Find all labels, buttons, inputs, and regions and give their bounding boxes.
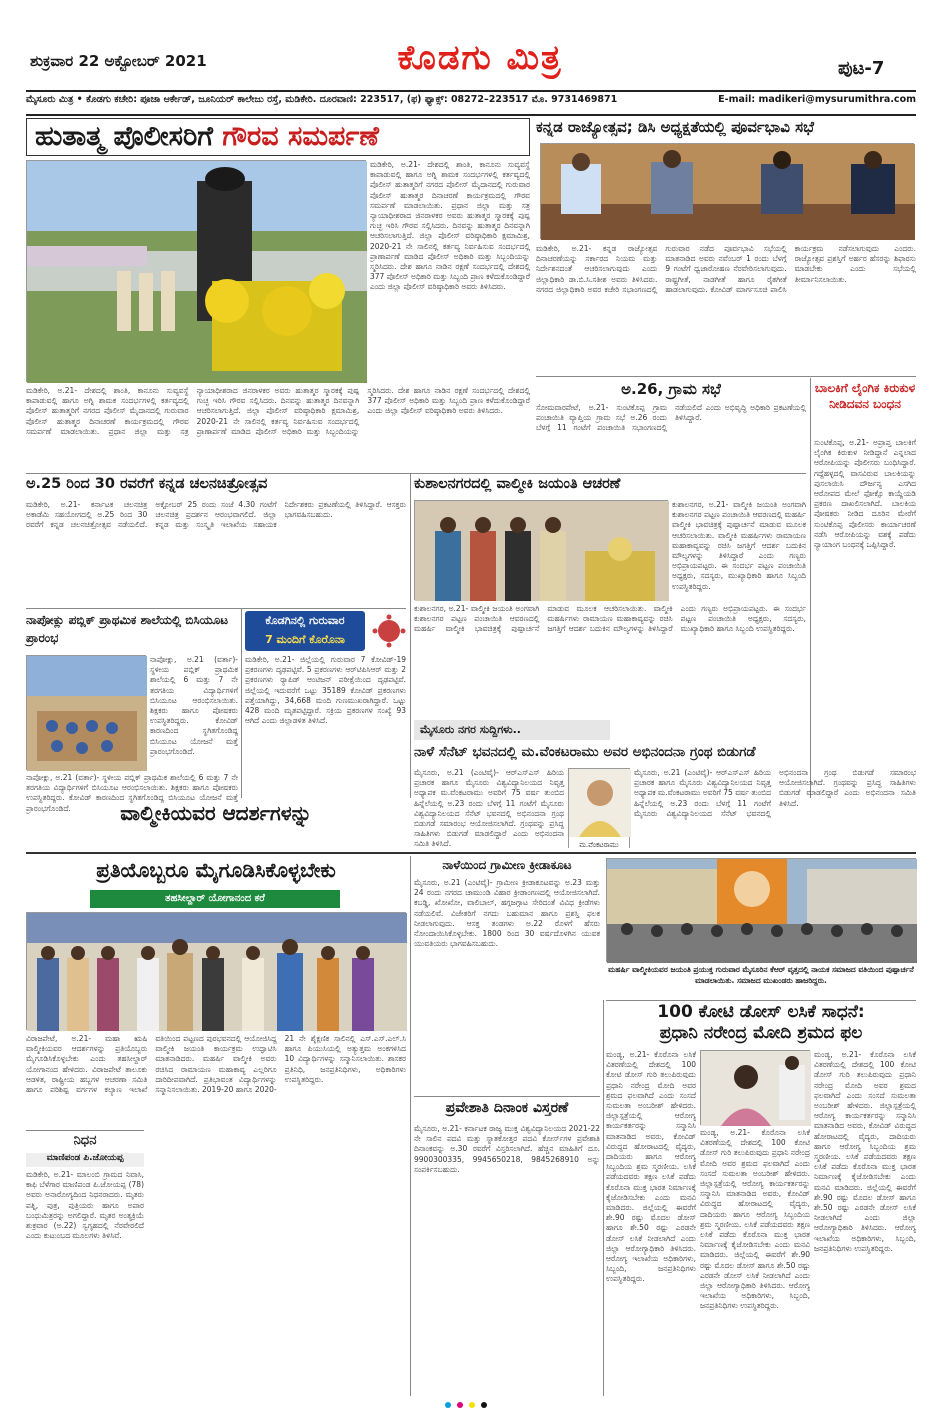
obituary-name: ಮಾಣಿಪಂಡ ಪಿ.ಜೋಯಪ್ಪ (26, 1153, 144, 1167)
valmiki-kushal-headline: ಕುಶಾಲನಗರದಲ್ಲಿ ವಾಲ್ಮೀಕಿ ಜಯಂತಿ ಆಚರಣೆ (414, 476, 621, 492)
school-photo (26, 655, 146, 770)
office-email: E-mail: madikeri@mysurumithra.com (718, 94, 916, 105)
girl-headline: ಬಾಲಕಿಗೆ ಲೈಂಗಿಕ ಕಿರುಕುಳ ನೀಡಿದವನ ಬಂಧನ (814, 381, 916, 411)
games-body: ಮೈಸೂರು, ಅ.21 (ಎಂಟಿವೈ)- ಗ್ರಾಮೀಣ ಕ್ರೀಡಾಕೂಟವನ್ನು ಅ.23 ಮತ್ತು 24 ರಂದು ನಗರದ ಚಾಮುಂಡಿ ವಿಹಾರ ಕ್ರೀಡಾಂಗಣದಲ್ಲಿ ಆಯೋಜಿಸಲಾಗಿದೆ. ಕಬಡ್ಡಿ, ಖೋಖೋ, ವಾಲಿಬಾಲ್, ಹಗ್ಗಜಗ್ಗಾಟ ಸೇರಿದಂತೆ ವಿವಿಧ ಕ್ರೀಡೆಗಳು ನಡೆಯಲಿವೆ. ವಿಜೇತರಿಗೆ ನಗದು ಬಹುಮಾನ ಹಾಗೂ ಪ್ರಶಸ್ತಿ ಫಲಕ ನೀಡಲಾಗುವುದು. ಆಸಕ್ತ ತಂಡಗಳು ಅ.22 ರೊಳಗೆ ಹೆಸರು ನೋಂದಾಯಿಸಿಕೊಳ್ಳಬೇಕು. 1800 ರಿಂದ 30 ವರ್ಷದೊಳಗಿನ ಯುವಕ ಯುವತಿಯರು ಭಾಗವಹಿಸಬಹುದು. (414, 878, 600, 949)
pm-body: ಮಂಡ್ಯ, ಅ.21- ಕೊರೊನಾ ಲಸಿಕೆ ವಿತರಣೆಯಲ್ಲಿ ದೇಶದಲ್ಲಿ 100 ಕೋಟಿ ಡೋಸ್ ಗುರಿ ತಲುಪಿರುವುದು ಪ್ರಧಾನಿ ನರೇಂದ್ರ ಮೋದಿ ಅವರ ಶ್ರಮದ ಫಲವಾಗಿದೆ ಎಂದು ಸಂಸದೆ ಸುಮಲತಾ ಅಂಬರೀಶ್ ಹೇಳಿದರು. ಜಿಲ್ಲಾಸ್ಪತ್ರೆಯಲ್ಲಿ ಆರೋಗ್ಯ ಕಾರ್ಯಕರ್ತರನ್ನು ಸನ್ಮಾನಿಸಿ ಮಾತನಾಡಿದ ಅವರು, ಕೋವಿಡ್ ವಿರುದ್ಧದ ಹೋರಾಟದಲ್ಲಿ ವೈದ್ಯರು, ದಾದಿಯರು ಹಾಗೂ ಆರೋಗ್ಯ ಸಿಬ್ಬಂದಿಯ ಶ್ರಮ ಸ್ಮರಣೀಯ. ಲಸಿಕೆ ಪಡೆಯದವರು ತಕ್ಷಣ ಲಸಿಕೆ ಪಡೆದು ಕೊರೊನಾ ಮುಕ್ತ ಭಾರತ ನಿರ್ಮಾಣಕ್ಕೆ ಕೈಜೋಡಿಸಬೇಕು ಎಂದು ಮನವಿ ಮಾಡಿದರು. ಜಿಲ್ಲೆಯಲ್ಲಿ ಈವರೆಗೆ ಶೇ.90 ರಷ್ಟು ಮೊದಲ ಡೋಸ್ ಹಾಗೂ ಶೇ.50 ರಷ್ಟು ಎರಡನೇ ಡೋಸ್ ಲಸಿಕೆ ನೀಡಲಾಗಿದೆ ಎಂದು ಜಿಲ್ಲಾ ಆರೋಗ್ಯಾಧಿಕಾರಿ ತಿಳಿಸಿದರು. ಆರೋಗ್ಯ ಇಲಾಖೆಯ ಅಧಿಕಾರಿಗಳು, ಸಿಬ್ಬಂದಿ, ಜನಪ್ರತಿನಿಧಿಗಳು ಉಪಸ್ಥಿತರಿದ್ದರು. (700, 1128, 810, 1311)
virus-icon (372, 611, 406, 651)
admission-headline: ಪ್ರವೇಶಾತಿ ದಿನಾಂಕ ವಿಸ್ತರಣೆ (445, 1100, 569, 1116)
pm-headline (606, 1002, 916, 1046)
valmiki-ideals-headline (26, 801, 406, 851)
girl-body: ಸುಂಟಿಕೊಪ್ಪ, ಅ.21- ಅಪ್ರಾಪ್ತ ಬಾಲಕಿಗೆ ಲೈಂಗಿಕ ಕಿರುಕುಳ ನೀಡಿದ್ದಾನೆ ಎನ್ನಲಾದ ಆರೋಪಿಯನ್ನು ಪೊಲೀಸರು ಬಂಧಿಸಿದ್ದಾರೆ. ಗದ್ದೆಹಳ್ಳದಲ್ಲಿ ವಾಸವಿರುವ ಬಾಲಕಿಯನ್ನು ಪುಸಲಾಯಿಸಿ ದೌರ್ಜನ್ಯ ಎಸಗಿದ ಆರೋಪದ ಮೇಲೆ ಫೋಕ್ಸೊ ಕಾಯ್ದೆಯಡಿ ಪ್ರಕರಣ ದಾಖಲಿಸಲಾಗಿದೆ. ಬಾಲಕಿಯ ಪೋಷಕರು ನೀಡಿದ ದೂರಿನ ಮೇರೆಗೆ ಸುಂಟಿಕೊಪ್ಪ ಪೊಲೀಸರು ಕಾರ್ಯಾಚರಣೆ ನಡೆಸಿ ಆರೋಪಿಯನ್ನು ವಶಕ್ಕೆ ಪಡೆದು ನ್ಯಾಯಾಂಗ ಬಂಧನಕ್ಕೆ ಒಪ್ಪಿಸಿದ್ದಾರೆ. (814, 438, 916, 550)
divider (26, 852, 916, 854)
valmiki-kushal-body: ಕುಶಾಲನಗರ, ಅ.21- ವಾಲ್ಮೀಕಿ ಜಯಂತಿ ಅಂಗವಾಗಿ ಕುಶಾಲನಗರ ಪಟ್ಟಣ ಪಂಚಾಯಿತಿ ಆವರಣದಲ್ಲಿ ಮಹರ್ಷಿ ವಾಲ್ಮೀಕಿ ಭಾವಚಿತ್ರಕ್ಕೆ ಪುಷ್ಪಾರ್ಚನೆ ಮಾಡುವ ಮೂಲಕ ಆಚರಿಸಲಾಯಿತು. ವಾಲ್ಮೀಕಿ ಮಹರ್ಷಿಗಳು ರಾಮಾಯಣ ಮಹಾಕಾವ್ಯವನ್ನು ರಚಿಸಿ ಜಗತ್ತಿಗೆ ಆದರ್ಶ ಬದುಕಿನ ಮೌಲ್ಯಗಳನ್ನು ತಿಳಿಸಿದ್ದಾರೆ ಎಂದು ಗಣ್ಯರು ಅಭಿಪ್ರಾಯಪಟ್ಟರು. ಈ ಸಂದರ್ಭ ಪಟ್ಟಣ ಪಂಚಾಯಿತಿ ಅಧ್ಯಕ್ಷರು, ಸದಸ್ಯರು, ಮುಖ್ಯಾಧಿಕಾರಿ ಹಾಗೂ ಸಿಬ್ಬಂದಿ ಉಪಸ್ಥಿತರಿದ್ದರು. (414, 604, 806, 634)
corona-headline-a: ಕೊಡಗಿನಲ್ಲಿ ಗುರುವಾರ (265, 614, 345, 627)
corona-headline-b: 7 ಮಂದಿಗೆ ಕೊರೊನಾ (265, 633, 345, 646)
magenta-dot (457, 1402, 463, 1408)
corona-headline (245, 611, 365, 651)
film-headline: ಅ.25 ರಿಂದ 30 ರವರೆಗೆ ಕನ್ನಡ ಚಲನಚಿತ್ರೋತ್ಸವ (26, 476, 268, 492)
senate-portrait (568, 768, 630, 848)
pm-photo (700, 1050, 810, 1125)
martyrs-headline-a: ಹುತಾತ್ಮ ಪೊಲೀಸರಿಗೆ (35, 121, 223, 152)
address-rule (26, 114, 916, 116)
school-body-side: ನಾಪೋಕ್ಲು, ಅ.21 (ವರ್ತಾ)- ಸ್ಥಳೀಯ ಪಬ್ಲಿಕ್ ಪ್ರಾಥಮಿಕ ಶಾಲೆಯಲ್ಲಿ 6 ಮತ್ತು 7 ನೇ ತರಗತಿಯ ವಿದ್ಯಾರ್ಥಿಗಳಿಗೆ ಬಿಸಿಯೂಟ ಆರಂಭಿಸಲಾಯಿತು. ಶಿಕ್ಷಕರು ಹಾಗೂ ಪೋಷಕರು ಉಪಸ್ಥಿತರಿದ್ದರು. ಕೋವಿಡ್ ಕಾರಣದಿಂದ ಸ್ಥಗಿತಗೊಂಡಿದ್ದ ಬಿಸಿಯೂಟ ಯೋಜನೆ ಮತ್ತೆ ಪ್ರಾರಂಭಗೊಂಡಿದೆ. (150, 655, 238, 756)
black-dot (481, 1402, 487, 1408)
school-body: ನಾಪೋಕ್ಲು, ಅ.21 (ವರ್ತಾ)- ಸ್ಥಳೀಯ ಪಬ್ಲಿಕ್ ಪ್ರಾಥಮಿಕ ಶಾಲೆಯಲ್ಲಿ 6 ಮತ್ತು 7 ನೇ ತರಗತಿಯ ವಿದ್ಯಾರ್ಥಿಗಳಿಗೆ ಬಿಸಿಯೂಟ ಆರಂಭಿಸಲಾಯಿತು. ಶಿಕ್ಷಕರು ಹಾಗೂ ಪೋಷಕರು ಉಪಸ್ಥಿತರಿದ್ದರು. ಕೋವಿಡ್ ಕಾರಣದಿಂದ ಸ್ಥಗಿತಗೊಂಡಿದ್ದ ಬಿಸಿಯೂಟ ಯೋಜನೆ ಮತ್ತೆ ಪ್ರಾರಂಭಗೊಂಡಿದೆ. (26, 773, 238, 813)
rajyotsava-headline: ಕನ್ನಡ ರಾಜ್ಯೋತ್ಸವ; ಡಿಸಿ ಅಧ್ಯಕ್ಷತೆಯಲ್ಲಿ ಪೂರ್ವಭಾವಿ ಸಭೆ (536, 118, 814, 136)
divider (606, 1000, 916, 1001)
martyrs-photo (26, 160, 366, 382)
valmiki-ideals-body: ವಿರಾಜಪೇಟೆ, ಅ.21- ಮಹಾ ಋಷಿ ವಾಲ್ಮೀಕಿಯವರ ಆದರ್ಶಗಳನ್ನು ಪ್ರತಿಯೊಬ್ಬರು ಮೈಗೂಡಿಸಿಕೊಳ್ಳಬೇಕು ಎಂದು ತಹಸೀಲ್ದಾರ್ ಯೋಗಾನಂದ ಹೇಳಿದರು. ವಿರಾಜಪೇಟೆ ತಾಲೂಕು ಆಡಳಿತ, ರಾಷ್ಟ್ರೀಯ ಹಬ್ಬಗಳ ಆಚರಣಾ ಸಮಿತಿ ಹಾಗೂ ಪರಿಶಿಷ್ಟ ವರ್ಗಗಳ ಕಲ್ಯಾಣ ಇಲಾಖೆ ವತಿಯಿಂದ ಪಟ್ಟಣದ ಪುರಭವನದಲ್ಲಿ ಆಯೋಜಿಸಿದ್ದ ವಾಲ್ಮೀಕಿ ಜಯಂತಿ ಕಾರ್ಯಕ್ರಮ ಉದ್ಘಾಟಿಸಿ ಮಾತನಾಡಿದರು. ಮಹರ್ಷಿ ವಾಲ್ಮೀಕಿ ಅವರು ರಚಿಸಿದ ರಾಮಾಯಣ ಮಹಾಕಾವ್ಯ ಎಲ್ಲರಿಗೂ ದಾರಿದೀಪವಾಗಿದೆ. ಪ್ರತಿಭಾವಂತ ವಿದ್ಯಾರ್ಥಿಗಳನ್ನು ಸನ್ಮಾನಿಸಲಾಯಿತು. 2019-20 ಹಾಗೂ 2020-21 ನೇ ಶೈಕ್ಷಣಿಕ ಸಾಲಿನಲ್ಲಿ ಎಸ್.ಎಸ್.ಎಲ್.ಸಿ ಹಾಗೂ ಪಿಯುಸಿಯಲ್ಲಿ ಅತ್ಯುತ್ತಮ ಅಂಕಗಳಿಸಿದ 10 ವಿದ್ಯಾರ್ಥಿಗಳನ್ನು ಸನ್ಮಾನಿಸಲಾಯಿತು. ಶಾಸಕರ ಪ್ರತಿನಿಧಿ, ಜನಪ್ರತಿನಿಧಿಗಳು, ಅಧಿಕಾರಿಗಳು ಉಪಸ್ಥಿತರಿದ್ದರು. (26, 1034, 406, 1095)
masthead-rule (26, 90, 916, 92)
print-registration-marks (445, 1402, 487, 1408)
rajyotsava-body: ಮಡಿಕೇರಿ, ಅ.21- ಕನ್ನಡ ರಾಜ್ಯೋತ್ಸವ ದಿನಾಚರಣೆಯನ್ನು ಸರ್ಕಾರದ ನಿಯಮ ಮತ್ತು ನಿರ್ದೇಶನದಂತೆ ಆಚರಿಸಲಾಗುವುದು ಎಂದು ಜಿಲ್ಲಾಧಿಕಾರಿ ಡಾ.ಬಿ.ಸಿ.ಸತೀಶ ಅವರು ತಿಳಿಸಿದರು. ನಗರದ ಜಿಲ್ಲಾಧಿಕಾರಿ ಅವರ ಕಚೇರಿ ಸಭಾಂಗಣದಲ್ಲಿ ಗುರುವಾರ ನಡೆದ ಪೂರ್ವಭಾವಿ ಸಭೆಯಲ್ಲಿ ಮಾತನಾಡಿದ ಅವರು ನವೆಂಬರ್ 1 ರಂದು ಬೆಳಗ್ಗೆ 9 ಗಂಟೆಗೆ ಧ್ವಜಾರೋಹಣ ನೆರವೇರಿಸಲಾಗುವುದು. ರಾಷ್ಟ್ರಗೀತೆ, ನಾಡಗೀತೆ ಹಾಗೂ ರೈತಗೀತೆ ಹಾಡಲಾಗುವುದು. ಕೋವಿಡ್ ಮಾರ್ಗಸೂಚಿ ಪಾಲಿಸಿ ಕಾರ್ಯಕ್ರಮ ನಡೆಸಲಾಗುವುದು ಎಂದರು. ರಾಜ್ಯೋತ್ಸವ ಪ್ರಶಸ್ತಿಗೆ ಅರ್ಹರ ಹೆಸರನ್ನು ಶಿಫಾರಸು ಮಾಡಬೇಕು ಎಂದು ಸಭೆಯಲ್ಲಿ ತೀರ್ಮಾನಿಸಲಾಯಿತು. (536, 244, 916, 294)
martyrs-headline (26, 118, 530, 156)
divider (410, 856, 411, 1396)
valmiki-mysuru-caption: ಮಹರ್ಷಿ ವಾಲ್ಮೀಕಿಯವರ ಜಯಂತಿ ಪ್ರಯುಕ್ತ ಗುರುವಾರ ಮೈಸೂರಿನ ಕೆಆರ್ ವೃತ್ತದಲ್ಲಿ ನಾಯಕ ಸಮಾಜದ ವತಿಯಿಂದ ಪುಷ್ಪಾರ್ಚನೆ ಮಾಡಲಾಯಿತು. ಸಮಾಜದ ಮುಖಂಡರು ಹಾಜರಿದ್ದರು. (608, 965, 914, 985)
senate-body: ಮೈಸೂರು, ಅ.21 (ಎಂಟಿವೈ)- ಆರ್‌ಎಸ್‌ಎಸ್ ಹಿರಿಯ ಪ್ರಚಾರಕ ಹಾಗೂ ಮೈಸೂರು ವಿಶ್ವವಿದ್ಯಾನಿಲಯದ ನಿವೃತ್ತ ಅಧ್ಯಾಪಕ ಮ.ವೆಂಕಟರಾಮು ಅವರಿಗೆ 75 ವರ್ಷ ತುಂಬಿದ ಹಿನ್ನೆಲೆಯಲ್ಲಿ ಅ.23 ರಂದು ಬೆಳಗ್ಗೆ 11 ಗಂಟೆಗೆ ಮೈಸೂರು ವಿಶ್ವವಿದ್ಯಾನಿಲಯದ ಸೆನೆಟ್ ಭವನದಲ್ಲಿ ಅಭಿನಂದನಾ ಗ್ರಂಥ ಬಿಡುಗಡೆ ಸಮಾರಂಭ ಆಯೋಜಿಸಲಾಗಿದೆ. ಗ್ರಂಥವನ್ನು ಪ್ರಸಿದ್ಧ ಸಾಹಿತಿಗಳು ಬಿಡುಗಡೆ ಮಾಡಲಿದ್ದಾರೆ ಎಂದು ಅಭಿನಂದನಾ ಸಮಿತಿ ತಿಳಿಸಿದೆ. (634, 768, 916, 818)
senate-body-left: ಮೈಸೂರು, ಅ.21 (ಎಂಟಿವೈ)- ಆರ್‌ಎಸ್‌ಎಸ್ ಹಿರಿಯ ಪ್ರಚಾರಕ ಹಾಗೂ ಮೈಸೂರು ವಿಶ್ವವಿದ್ಯಾನಿಲಯದ ನಿವೃತ್ತ ಅಧ್ಯಾಪಕ ಮ.ವೆಂಕಟರಾಮು ಅವರಿಗೆ 75 ವರ್ಷ ತುಂಬಿದ ಹಿನ್ನೆಲೆಯಲ್ಲಿ ಅ.23 ರಂದು ಬೆಳಗ್ಗೆ 11 ಗಂಟೆಗೆ ಮೈಸೂರು ವಿಶ್ವವಿದ್ಯಾನಿಲಯದ ಸೆನೆಟ್ ಭವನದಲ್ಲಿ ಅಭಿನಂದನಾ ಗ್ರಂಥ ಬಿಡುಗಡೆ ಸಮಾರಂಭ ಆಯೋಜಿಸಲಾಗಿದೆ. ಗ್ರಂಥವನ್ನು ಪ್ರಸಿದ್ಧ ಸಾಹಿತಿಗಳು ಬಿಡುಗಡೆ ಮಾಡಲಿದ್ದಾರೆ ಎಂದು ಅಭಿನಂದನಾ ಸಮಿತಿ ತಿಳಿಸಿದೆ. (414, 768, 564, 849)
divider (536, 376, 916, 377)
yellow-dot (469, 1402, 475, 1408)
martyrs-body: ಮಡಿಕೇರಿ, ಅ.21- ದೇಶದಲ್ಲಿ ಶಾಂತಿ, ಕಾನೂನು ಸುವ್ಯವಸ್ಥೆ ಕಾಪಾಡುವಲ್ಲಿ ಹಾಗೂ ಅಗ್ನಿ ಶಾಮಕ ಸಂದರ್ಭಗಳಲ್ಲಿ ಕರ್ತವ್ಯದಲ್ಲಿ ಪೊಲೀಸ್ ಹುತಾತ್ಮರಿಗೆ ನಗರದ ಪೊಲೀಸ್ ಮೈದಾನದಲ್ಲಿ ಗುರುವಾರ ಪೊಲೀಸ್ ಹುತಾತ್ಮರ ದಿನಾಚರಣೆ ಕಾರ್ಯಕ್ರಮದಲ್ಲಿ ಗೌರವ ಸಮರ್ಪಣೆ ಮಾಡಲಾಯಿತು. ಪ್ರಧಾನ ಜಿಲ್ಲಾ ಮತ್ತು ಸತ್ರ ನ್ಯಾಯಾಧೀಶರಾದ ಜಿನರಾಳಕರ ಅವರು ಹುತಾತ್ಮರ ಸ್ಮಾರಕಕ್ಕೆ ಪುಷ್ಪ ಗುಚ್ಛ ಇರಿಸಿ ಗೌರವ ಸಲ್ಲಿಸಿದರು. ದಿನವನ್ನು ಹುತಾತ್ಮರ ದಿನವನ್ನಾಗಿ ಆಚರಿಸಲಾಗುತ್ತಿದೆ. ಜಿಲ್ಲಾ ಪೊಲೀಸ್ ವರಿಷ್ಠಾಧಿಕಾರಿ ಕ್ಷಮಾಮಿಶ್ರ, 2020-21 ನೇ ಸಾಲಿನಲ್ಲಿ ಕರ್ತವ್ಯ ನಿರ್ವಹಿಸುವ ಸಂದರ್ಭದಲ್ಲಿ ಪ್ರಾಣಾರ್ಪಣೆ ಮಾಡಿದ ಪೊಲೀಸ್ ಅಧಿಕಾರಿ ಮತ್ತು ಸಿಬ್ಬಂದಿಯನ್ನು ಸ್ಮರಿಸಿದರು. ದೇಶ ಹಾಗೂ ನಾಡಿನ ರಕ್ಷಣೆ ಸಂದರ್ಭದಲ್ಲಿ ದೇಶದಲ್ಲಿ 377 ಪೊಲೀಸ್ ಅಧಿಕಾರಿ ಮತ್ತು ಸಿಬ್ಬಂದಿ ಪ್ರಾಣ ಕಳೆದುಕೊಂಡಿದ್ದಾರೆ ಎಂದು ಜಿಲ್ಲಾ ಪೊಲೀಸ್ ವರಿಷ್ಠಾಧಿಕಾರಿ ಅವರು ತಿಳಿಸಿದರು. (26, 386, 530, 436)
valmiki-ideals-headline-1: ವಾಲ್ಮೀಕಿಯವರ ಆದರ್ಶಗಳನ್ನು (120, 801, 312, 825)
valmiki-ideals-photo (26, 912, 406, 1030)
games-headline: ನಾಳೆಯಿಂದ ಗ್ರಾಮೀಣ ಕ್ರೀಡಾಕೂಟ (442, 858, 572, 872)
corona-body: ಮಡಿಕೇರಿ, ಅ.21- ಜಿಲ್ಲೆಯಲ್ಲಿ ಗುರುವಾರ 7 ಕೋವಿಡ್-19 ಪ್ರಕರಣಗಳು ದೃಢಪಟ್ಟಿವೆ. 5 ಪ್ರಕರಣಗಳು ಆರ್‌ಟಿಪಿಸಿಆರ್ ಮತ್ತು 2 ಪ್ರಕರಣಗಳು ರ್‍ಯಾಪಿಡ್ ಆಂಟಿಜನ್ ಪರೀಕ್ಷೆಯಿಂದ ದೃಢಪಟ್ಟಿವೆ. ಜಿಲ್ಲೆಯಲ್ಲಿ ಇದುವರೆಗೆ ಒಟ್ಟು 35189 ಕೋವಿಡ್ ಪ್ರಕರಣಗಳು ಪತ್ತೆಯಾಗಿದ್ದು, 34,668 ಮಂದಿ ಗುಣಮುಖರಾಗಿದ್ದಾರೆ. ಒಟ್ಟು 428 ಮಂದಿ ಮೃತಪಟ್ಟಿದ್ದಾರೆ. ಸಕ್ರಿಯ ಪ್ರಕರಣಗಳ ಸಂಖ್ಯೆ 93 ಆಗಿದೆ ಎಂದು ಜಿಲ್ಲಾಡಳಿತ ತಿಳಿಸಿದೆ. (245, 655, 406, 726)
divider (241, 608, 242, 798)
pm-body-right: ಮಂಡ್ಯ, ಅ.21- ಕೊರೊನಾ ಲಸಿಕೆ ವಿತರಣೆಯಲ್ಲಿ ದೇಶದಲ್ಲಿ 100 ಕೋಟಿ ಡೋಸ್ ಗುರಿ ತಲುಪಿರುವುದು ಪ್ರಧಾನಿ ನರೇಂದ್ರ ಮೋದಿ ಅವರ ಶ್ರಮದ ಫಲವಾಗಿದೆ ಎಂದು ಸಂಸದೆ ಸುಮಲತಾ ಅಂಬರೀಶ್ ಹೇಳಿದರು. ಜಿಲ್ಲಾಸ್ಪತ್ರೆಯಲ್ಲಿ ಆರೋಗ್ಯ ಕಾರ್ಯಕರ್ತರನ್ನು ಸನ್ಮಾನಿಸಿ ಮಾತನಾಡಿದ ಅವರು, ಕೋವಿಡ್ ವಿರುದ್ಧದ ಹೋರಾಟದಲ್ಲಿ ವೈದ್ಯರು, ದಾದಿಯರು ಹಾಗೂ ಆರೋಗ್ಯ ಸಿಬ್ಬಂದಿಯ ಶ್ರಮ ಸ್ಮರಣೀಯ. ಲಸಿಕೆ ಪಡೆಯದವರು ತಕ್ಷಣ ಲಸಿಕೆ ಪಡೆದು ಕೊರೊನಾ ಮುಕ್ತ ಭಾರತ ನಿರ್ಮಾಣಕ್ಕೆ ಕೈಜೋಡಿಸಬೇಕು ಎಂದು ಮನವಿ ಮಾಡಿದರು. ಜಿಲ್ಲೆಯಲ್ಲಿ ಈವರೆಗೆ ಶೇ.90 ರಷ್ಟು ಮೊದಲ ಡೋಸ್ ಹಾಗೂ ಶೇ.50 ರಷ್ಟು ಎರಡನೇ ಡೋಸ್ ಲಸಿಕೆ ನೀಡಲಾಗಿದೆ ಎಂದು ಜಿಲ್ಲಾ ಆರೋಗ್ಯಾಧಿಕಾರಿ ತಿಳಿಸಿದರು. ಆರೋಗ್ಯ ಇಲಾಖೆಯ ಅಧಿಕಾರಿಗಳು, ಸಿಬ್ಬಂದಿ, ಜನಪ್ರತಿನಿಧಿಗಳು ಉಪಸ್ಥಿತರಿದ್ದರು. (814, 1050, 916, 1253)
divider (410, 473, 411, 798)
cyan-dot (445, 1402, 451, 1408)
sabha-headline: ಅ.26, ಗ್ರಾಮ ಸಭೆ (621, 380, 721, 398)
office-address: ಮೈಸೂರು ಮಿತ್ರ • ಕೊಡಗು ಕಚೇರಿ: ಪೂಜಾ ಆರ್ಕೇಡ್, ಜೂನಿಯರ್ ಕಾಲೇಜು ರಸ್ತೆ, ಮಡಿಕೇರಿ. ದೂರವಾಣಿ: 223517, (ಫ) ಫ್ಯಾಕ್ಸ್: 08272–223517 ಮೊ. 9731469871 (26, 94, 618, 105)
rajyotsava-photo (540, 143, 914, 239)
issue-date: ಶುಕ್ರವಾರ 22 ಅಕ್ಟೋಬರ್ 2021 (30, 52, 207, 70)
pm-body-left: ಮಂಡ್ಯ, ಅ.21- ಕೊರೊನಾ ಲಸಿಕೆ ವಿತರಣೆಯಲ್ಲಿ ದೇಶದಲ್ಲಿ 100 ಕೋಟಿ ಡೋಸ್ ಗುರಿ ತಲುಪಿರುವುದು ಪ್ರಧಾನಿ ನರೇಂದ್ರ ಮೋದಿ ಅವರ ಶ್ರಮದ ಫಲವಾಗಿದೆ ಎಂದು ಸಂಸದೆ ಸುಮಲತಾ ಅಂಬರೀಶ್ ಹೇಳಿದರು. ಜಿಲ್ಲಾಸ್ಪತ್ರೆಯಲ್ಲಿ ಆರೋಗ್ಯ ಕಾರ್ಯಕರ್ತರನ್ನು ಸನ್ಮಾನಿಸಿ ಮಾತನಾಡಿದ ಅವರು, ಕೋವಿಡ್ ವಿರುದ್ಧದ ಹೋರಾಟದಲ್ಲಿ ವೈದ್ಯರು, ದಾದಿಯರು ಹಾಗೂ ಆರೋಗ್ಯ ಸಿಬ್ಬಂದಿಯ ಶ್ರಮ ಸ್ಮರಣೀಯ. ಲಸಿಕೆ ಪಡೆಯದವರು ತಕ್ಷಣ ಲಸಿಕೆ ಪಡೆದು ಕೊರೊನಾ ಮುಕ್ತ ಭಾರತ ನಿರ್ಮಾಣಕ್ಕೆ ಕೈಜೋಡಿಸಬೇಕು ಎಂದು ಮನವಿ ಮಾಡಿದರು. ಜಿಲ್ಲೆಯಲ್ಲಿ ಈವರೆಗೆ ಶೇ.90 ರಷ್ಟು ಮೊದಲ ಡೋಸ್ ಹಾಗೂ ಶೇ.50 ರಷ್ಟು ಎರಡನೇ ಡೋಸ್ ಲಸಿಕೆ ನೀಡಲಾಗಿದೆ ಎಂದು ಜಿಲ್ಲಾ ಆರೋಗ್ಯಾಧಿಕಾರಿ ತಿಳಿಸಿದರು. ಆರೋಗ್ಯ ಇಲಾಖೆಯ ಅಧಿಕಾರಿಗಳು, ಸಿಬ್ಬಂದಿ, ಜನಪ್ರತಿನಿಧಿಗಳು ಉಪಸ್ಥಿತರಿದ್ದರು. (606, 1050, 696, 1284)
valmiki-kushal-photo (414, 500, 668, 600)
divider (26, 473, 806, 474)
divider (26, 608, 406, 609)
school-headline: ನಾಪೋಕ್ಲು ಪಬ್ಲಿಕ್ ಪ್ರಾಥಮಿಕ ಶಾಲೆಯಲ್ಲಿ ಬಿಸಿಯೂಟ ಪ್ರಾರಂಭ (26, 613, 229, 645)
martyrs-body-top: ಮಡಿಕೇರಿ, ಅ.21- ದೇಶದಲ್ಲಿ ಶಾಂತಿ, ಕಾನೂನು ಸುವ್ಯವಸ್ಥೆ ಕಾಪಾಡುವಲ್ಲಿ ಹಾಗೂ ಅಗ್ನಿ ಶಾಮಕ ಸಂದರ್ಭಗಳಲ್ಲಿ ಕರ್ತವ್ಯದಲ್ಲಿ ಪೊಲೀಸ್ ಹುತಾತ್ಮರಿಗೆ ನಗರದ ಪೊಲೀಸ್ ಮೈದಾನದಲ್ಲಿ ಗುರುವಾರ ಪೊಲೀಸ್ ಹುತಾತ್ಮರ ದಿನಾಚರಣೆ ಕಾರ್ಯಕ್ರಮದಲ್ಲಿ ಗೌರವ ಸಮರ್ಪಣೆ ಮಾಡಲಾಯಿತು. ಪ್ರಧಾನ ಜಿಲ್ಲಾ ಮತ್ತು ಸತ್ರ ನ್ಯಾಯಾಧೀಶರಾದ ಜಿನರಾಳಕರ ಅವರು ಹುತಾತ್ಮರ ಸ್ಮಾರಕಕ್ಕೆ ಪುಷ್ಪ ಗುಚ್ಛ ಇರಿಸಿ ಗೌರವ ಸಲ್ಲಿಸಿದರು. ದಿನವನ್ನು ಹುತಾತ್ಮರ ದಿನವನ್ನಾಗಿ ಆಚರಿಸಲಾಗುತ್ತಿದೆ. ಜಿಲ್ಲಾ ಪೊಲೀಸ್ ವರಿಷ್ಠಾಧಿಕಾರಿ ಕ್ಷಮಾಮಿಶ್ರ, 2020-21 ನೇ ಸಾಲಿನಲ್ಲಿ ಕರ್ತವ್ಯ ನಿರ್ವಹಿಸುವ ಸಂದರ್ಭದಲ್ಲಿ ಪ್ರಾಣಾರ್ಪಣೆ ಮಾಡಿದ ಪೊಲೀಸ್ ಅಧಿಕಾರಿ ಮತ್ತು ಸಿಬ್ಬಂದಿಯನ್ನು ಸ್ಮರಿಸಿದರು. ದೇಶ ಹಾಗೂ ನಾಡಿನ ರಕ್ಷಣೆ ಸಂದರ್ಭದಲ್ಲಿ ದೇಶದಲ್ಲಿ 377 ಪೊಲೀಸ್ ಅಧಿಕಾರಿ ಮತ್ತು ಸಿಬ್ಬಂದಿ ಪ್ರಾಣ ಕಳೆದುಕೊಂಡಿದ್ದಾರೆ ಎಂದು ಜಿಲ್ಲಾ ಪೊಲೀಸ್ ವರಿಷ್ಠಾಧಿಕಾರಿ ಅವರು ತಿಳಿಸಿದರು. (370, 160, 530, 292)
divider (603, 1000, 604, 1396)
newspaper-title: ಕೊಡಗು ಮಿತ್ರ (397, 38, 563, 78)
divider (810, 378, 811, 798)
divider (26, 1130, 144, 1131)
mysuru-news-banner: ಮೈಸೂರು ನಗರ ಸುದ್ದಿಗಳು.. (414, 720, 610, 740)
pm-headline-2: ಪ್ರಧಾನಿ ನರೇಂದ್ರ ಮೋದಿ ಶ್ರಮದ ಫಲ (659, 1023, 863, 1043)
admission-body: ಮೈಸೂರು, ಅ.21- ಕರ್ನಾಟಕ ರಾಜ್ಯ ಮುಕ್ತ ವಿಶ್ವವಿದ್ಯಾನಿಲಯದ 2021-22 ನೇ ಸಾಲಿನ ಪದವಿ ಮತ್ತು ಸ್ನಾತಕೋತ್ತರ ಪದವಿ ಕೋರ್ಸ್‌ಗಳ ಪ್ರವೇಶಾತಿ ದಿನಾಂಕವನ್ನು ಅ.30 ರವರೆಗೆ ವಿಸ್ತರಿಸಲಾಗಿದೆ. ಹೆಚ್ಚಿನ ಮಾಹಿತಿಗೆ ದೂ. 9900300335, 9945650218, 9845268910 ಅನ್ನು ಸಂಪರ್ಕಿಸಬಹುದು. (414, 1124, 600, 1174)
page-number: ಪುಟ-7 (838, 58, 885, 79)
valmiki-kushal-body-side: ಕುಶಾಲನಗರ, ಅ.21- ವಾಲ್ಮೀಕಿ ಜಯಂತಿ ಅಂಗವಾಗಿ ಕುಶಾಲನಗರ ಪಟ್ಟಣ ಪಂಚಾಯಿತಿ ಆವರಣದಲ್ಲಿ ಮಹರ್ಷಿ ವಾಲ್ಮೀಕಿ ಭಾವಚಿತ್ರಕ್ಕೆ ಪುಷ್ಪಾರ್ಚನೆ ಮಾಡುವ ಮೂಲಕ ಆಚರಿಸಲಾಯಿತು. ವಾಲ್ಮೀಕಿ ಮಹರ್ಷಿಗಳು ರಾಮಾಯಣ ಮಹಾಕಾವ್ಯವನ್ನು ರಚಿಸಿ ಜಗತ್ತಿಗೆ ಆದರ್ಶ ಬದುಕಿನ ಮೌಲ್ಯಗಳನ್ನು ತಿಳಿಸಿದ್ದಾರೆ ಎಂದು ಗಣ್ಯರು ಅಭಿಪ್ರಾಯಪಟ್ಟರು. ಈ ಸಂದರ್ಭ ಪಟ್ಟಣ ಪಂಚಾಯಿತಿ ಅಧ್ಯಕ್ಷರು, ಸದಸ್ಯರು, ಮುಖ್ಯಾಧಿಕಾರಿ ಹಾಗೂ ಸಿಬ್ಬಂದಿ ಉಪಸ್ಥಿತರಿದ್ದರು. (672, 500, 806, 591)
martyrs-headline-b: ಗೌರವ ಸಮರ್ಪಣೆ (222, 121, 379, 152)
film-body: ಮಡಿಕೇರಿ, ಅ.21- ಕರ್ನಾಟಕ ಚಲನಚಿತ್ರ ಅಕಾಡೆಮಿ ಸಹಯೋಗದಲ್ಲಿ ಅ.25 ರಿಂದ 30 ರವರೆಗೆ ಕನ್ನಡ ಚಲನಚಿತ್ರೋತ್ಸವ ನಡೆಯಲಿದೆ. ಅಕ್ಟೋಬರ್ 25 ರಂದು ಸಂಜೆ 4.30 ಗಂಟೆಗೆ ಚಲನಚಿತ್ರ ಪ್ರದರ್ಶನ ಆರಂಭವಾಗಲಿದೆ. ಜಿಲ್ಲಾ ಕನ್ನಡ ಮತ್ತು ಸಂಸ್ಕೃತಿ ಇಲಾಖೆಯ ಸಹಾಯಕ ನಿರ್ದೇಶಕರು ಪ್ರಕಟಣೆಯಲ್ಲಿ ತಿಳಿಸಿದ್ದಾರೆ. ಆಸಕ್ತರು ಭಾಗವಹಿಸಬಹುದು. (26, 500, 406, 530)
divider (414, 1096, 600, 1097)
sabha-body: ಸೋಮವಾರಪೇಟೆ, ಅ.21- ಸುಂಟಿಕೊಪ್ಪ ಗ್ರಾಮ ಪಂಚಾಯಿತಿ ವ್ಯಾಪ್ತಿಯ ಗ್ರಾಮ ಸಭೆ ಅ.26 ರಂದು ಬೆಳಗ್ಗೆ 11 ಗಂಟೆಗೆ ಪಂಚಾಯಿತಿ ಸಭಾಂಗಣದಲ್ಲಿ ನಡೆಯಲಿದೆ ಎಂದು ಅಭಿವೃದ್ಧಿ ಅಧಿಕಾರಿ ಪ್ರಕಟಣೆಯಲ್ಲಿ ತಿಳಿಸಿದ್ದಾರೆ. (536, 403, 806, 433)
office-address-bar (26, 94, 916, 112)
pm-headline-1: 100 ಕೋಟಿ ಡೋಸ್ ಲಸಿಕೆ ಸಾಧನೆ: (657, 1002, 865, 1022)
senate-portrait-caption: ಮ.ವೆಂಕಟರಾಮು (569, 841, 629, 850)
obituary-body: ಮಡಿಕೇರಿ, ಅ.21- ಮಾಲಂಬಿ ಗ್ರಾಮದ ನಿವಾಸಿ, ಕಾಫಿ ಬೆಳೆಗಾರ ಮಾಣಿಪಂಡ ಪಿ.ಜೋಯಪ್ಪ (78) ಅವರು ಅನಾರೋಗ್ಯದಿಂದ ನಿಧನರಾದರು. ಮೃತರು ಪತ್ನಿ, ಪುತ್ರ, ಪುತ್ರಿಯರು ಹಾಗೂ ಅಪಾರ ಬಂಧುಮಿತ್ರರನ್ನು ಅಗಲಿದ್ದಾರೆ. ಮೃತರ ಅಂತ್ಯಕ್ರಿಯೆ ಶುಕ್ರವಾರ (ಅ.22) ಸ್ವಗೃಹದಲ್ಲಿ ನೆರವೇರಲಿದೆ ಎಂದು ಕುಟುಂಬದ ಮೂಲಗಳು ತಿಳಿಸಿವೆ. (26, 1170, 144, 1394)
valmiki-ideals-headline-2: ಪ್ರತಿಯೊಬ್ಬರೂ ಮೈಗೂಡಿಸಿಕೊಳ್ಳಬೇಕು (96, 858, 336, 882)
valmiki-ideals-tag: ತಹಸೀಲ್ದಾರ್ ಯೋಗಾನಂದ ಕರೆ (90, 890, 340, 908)
senate-headline: ನಾಳೆ ಸೆನೆಟ್ ಭವನದಲ್ಲಿ ಮ.ವೆಂಕಟರಾಮು ಅವರ ಅಭಿನಂದನಾ ಗ್ರಂಥ ಬಿಡುಗಡೆ (414, 744, 756, 760)
valmiki-mysuru-photo (606, 858, 916, 962)
obituary-section: ನಿಧನ (73, 1133, 97, 1148)
